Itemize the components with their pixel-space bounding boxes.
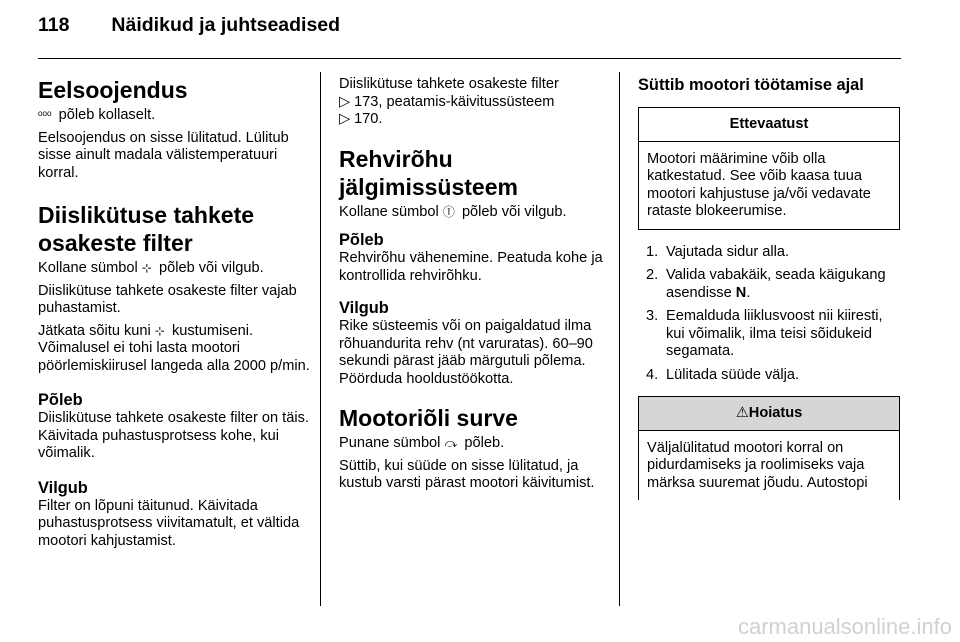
step-number: 4.	[646, 366, 659, 383]
oil-title: Mootoriõli surve	[339, 405, 518, 431]
step-number: 1.	[646, 243, 659, 260]
step-text: Valida vabakäik, seada käigukang asendisse	[666, 267, 886, 301]
warning-icon: ⚠	[735, 405, 749, 421]
dpf-p3a: Jätkata sõitu kuni	[38, 322, 151, 339]
step-text: Vajutada sidur alla.	[666, 243, 790, 260]
page-header	[38, 14, 340, 37]
caution-box	[638, 107, 900, 230]
step-text: Eemalduda liiklusvoost nii kiiresti, kui võimalik, ilma teisi sõidukeid segamata.	[666, 308, 883, 359]
step-tail: .	[746, 284, 751, 301]
column-1	[38, 76, 310, 555]
list-item	[638, 244, 900, 262]
ref-arrow-icon: ▷	[339, 111, 351, 127]
dpf-icon: ⊹	[141, 261, 152, 275]
preheat-line1: põleb kollaselt.	[58, 107, 156, 123]
warning-box	[638, 396, 900, 500]
ref-link-1[interactable]: 173, peatamis-käivitussüsteem	[354, 93, 555, 110]
dpf-continued-line: Diislikütuse tahkete osakeste filter	[339, 76, 559, 92]
oil-can-icon: ⤼	[444, 436, 458, 450]
step-number: 2.	[646, 267, 659, 283]
header-rule	[38, 58, 901, 59]
list-item	[638, 267, 900, 302]
warning-label: Hoiatus	[748, 405, 803, 421]
tpms-icon: Ⓘ	[442, 204, 455, 219]
dpf-continue	[38, 323, 310, 376]
caution-text: Mootori määrimine võib olla katkestatud. See võib kaasa tuua mootori kahjustuse ja/või vedavate rataste blokeerumise.	[647, 150, 871, 219]
engine-running-title: Süttib mootori töötamise ajal	[638, 76, 864, 94]
column-2	[339, 76, 607, 498]
oil-p1a: Punane sümbol	[339, 435, 441, 451]
oil-symbol-text	[339, 435, 607, 453]
dpf-p3b: kustumiseni. Võimalusel ei tohi lasta mootori pöörlemiskiirusel langeda alla 2000 p/min.	[38, 322, 310, 374]
step-text: Lülitada süüde välja.	[666, 366, 800, 383]
column-divider-1	[320, 72, 321, 606]
steps-list	[638, 244, 900, 385]
dpf-needs-cleaning: Diislikütuse tahkete osakeste filter vajab puhastamist.	[38, 282, 297, 316]
list-item	[638, 367, 900, 385]
tpms-flash-heading: Vilgub	[339, 299, 389, 317]
oil-p1b: põleb.	[464, 435, 505, 451]
dpf-flash-text: Filter on lõpuni täitunud. Käivitada puhastusprotsess viivitamatult, et vältida mootori kahjustamist.	[38, 497, 300, 549]
tpms-symbol-text	[339, 204, 607, 222]
caution-heading: Ettevaatust	[639, 108, 899, 142]
tpms-p1b: põleb või vilgub.	[461, 203, 567, 220]
dpf-icon-2: ⊹	[154, 323, 165, 338]
ref-link-2[interactable]: 170.	[354, 111, 383, 127]
ref-arrow-icon: ▷	[339, 93, 351, 110]
page-number: 118	[38, 14, 70, 36]
tpms-lit-text: Rehvirõhu vähenemine. Peatuda kohe ja kontrollida rehvirõhku.	[339, 250, 603, 284]
dpf-continued	[339, 76, 607, 129]
column-3	[638, 76, 900, 500]
tpms-flash-text: Rike süsteemis või on paigaldatud ilma rõhuandurita rehv (nt varuratas). 60–90 sekundi pärast jääb märgutuli põlema. Pöörduda hooldustöökotta.	[339, 318, 593, 387]
warning-text: Väljalülitatud mootori korral on pidurdamiseks ja roolimiseks vaja märksa suuremat jõudu. Autostopi	[647, 439, 868, 491]
tpms-p1a: Kollane sümbol	[339, 203, 439, 220]
oil-text: Süttib, kui süüde on sisse lülitatud, ja kustub varsti pärast mootori käivitumist.	[339, 457, 595, 491]
dpf-symbol-text	[38, 260, 310, 278]
step-number: 3.	[646, 308, 659, 324]
dpf-lit-text: Diislikütuse tahkete osakeste filter on täis. Käivitada puhastusprotsess kohe, kui võimalik.	[38, 410, 309, 461]
dpf-flash-heading: Vilgub	[38, 478, 88, 497]
dpf-p1b: põleb või vilgub.	[158, 260, 264, 276]
dpf-lit-heading: Põleb	[38, 391, 83, 409]
warning-heading	[639, 397, 899, 431]
preheat-text: Eelsoojendus on sisse lülitatud. Lülitub sisse ainult madala välistemperatuuri korral.	[38, 129, 289, 181]
chapter-title: Näidikud ja juhtseadised	[111, 14, 341, 36]
watermark: carmanualsonline.info	[737, 614, 952, 639]
preheat-status	[38, 107, 310, 125]
tpms-title: Rehvirõhu jälgimissüsteem	[339, 145, 518, 200]
column-divider-2	[619, 72, 620, 606]
preheat-title: Eelsoojendus	[38, 77, 188, 103]
list-item	[638, 308, 900, 361]
preheat-icon: ᵒᵒᵒ	[38, 108, 52, 122]
dpf-title: Diislikütuse tahkete osakeste filter	[38, 202, 255, 256]
dpf-p1a: Kollane sümbol	[38, 260, 138, 276]
gear-neutral: N	[735, 284, 747, 301]
tpms-lit-heading: Põleb	[339, 231, 384, 249]
